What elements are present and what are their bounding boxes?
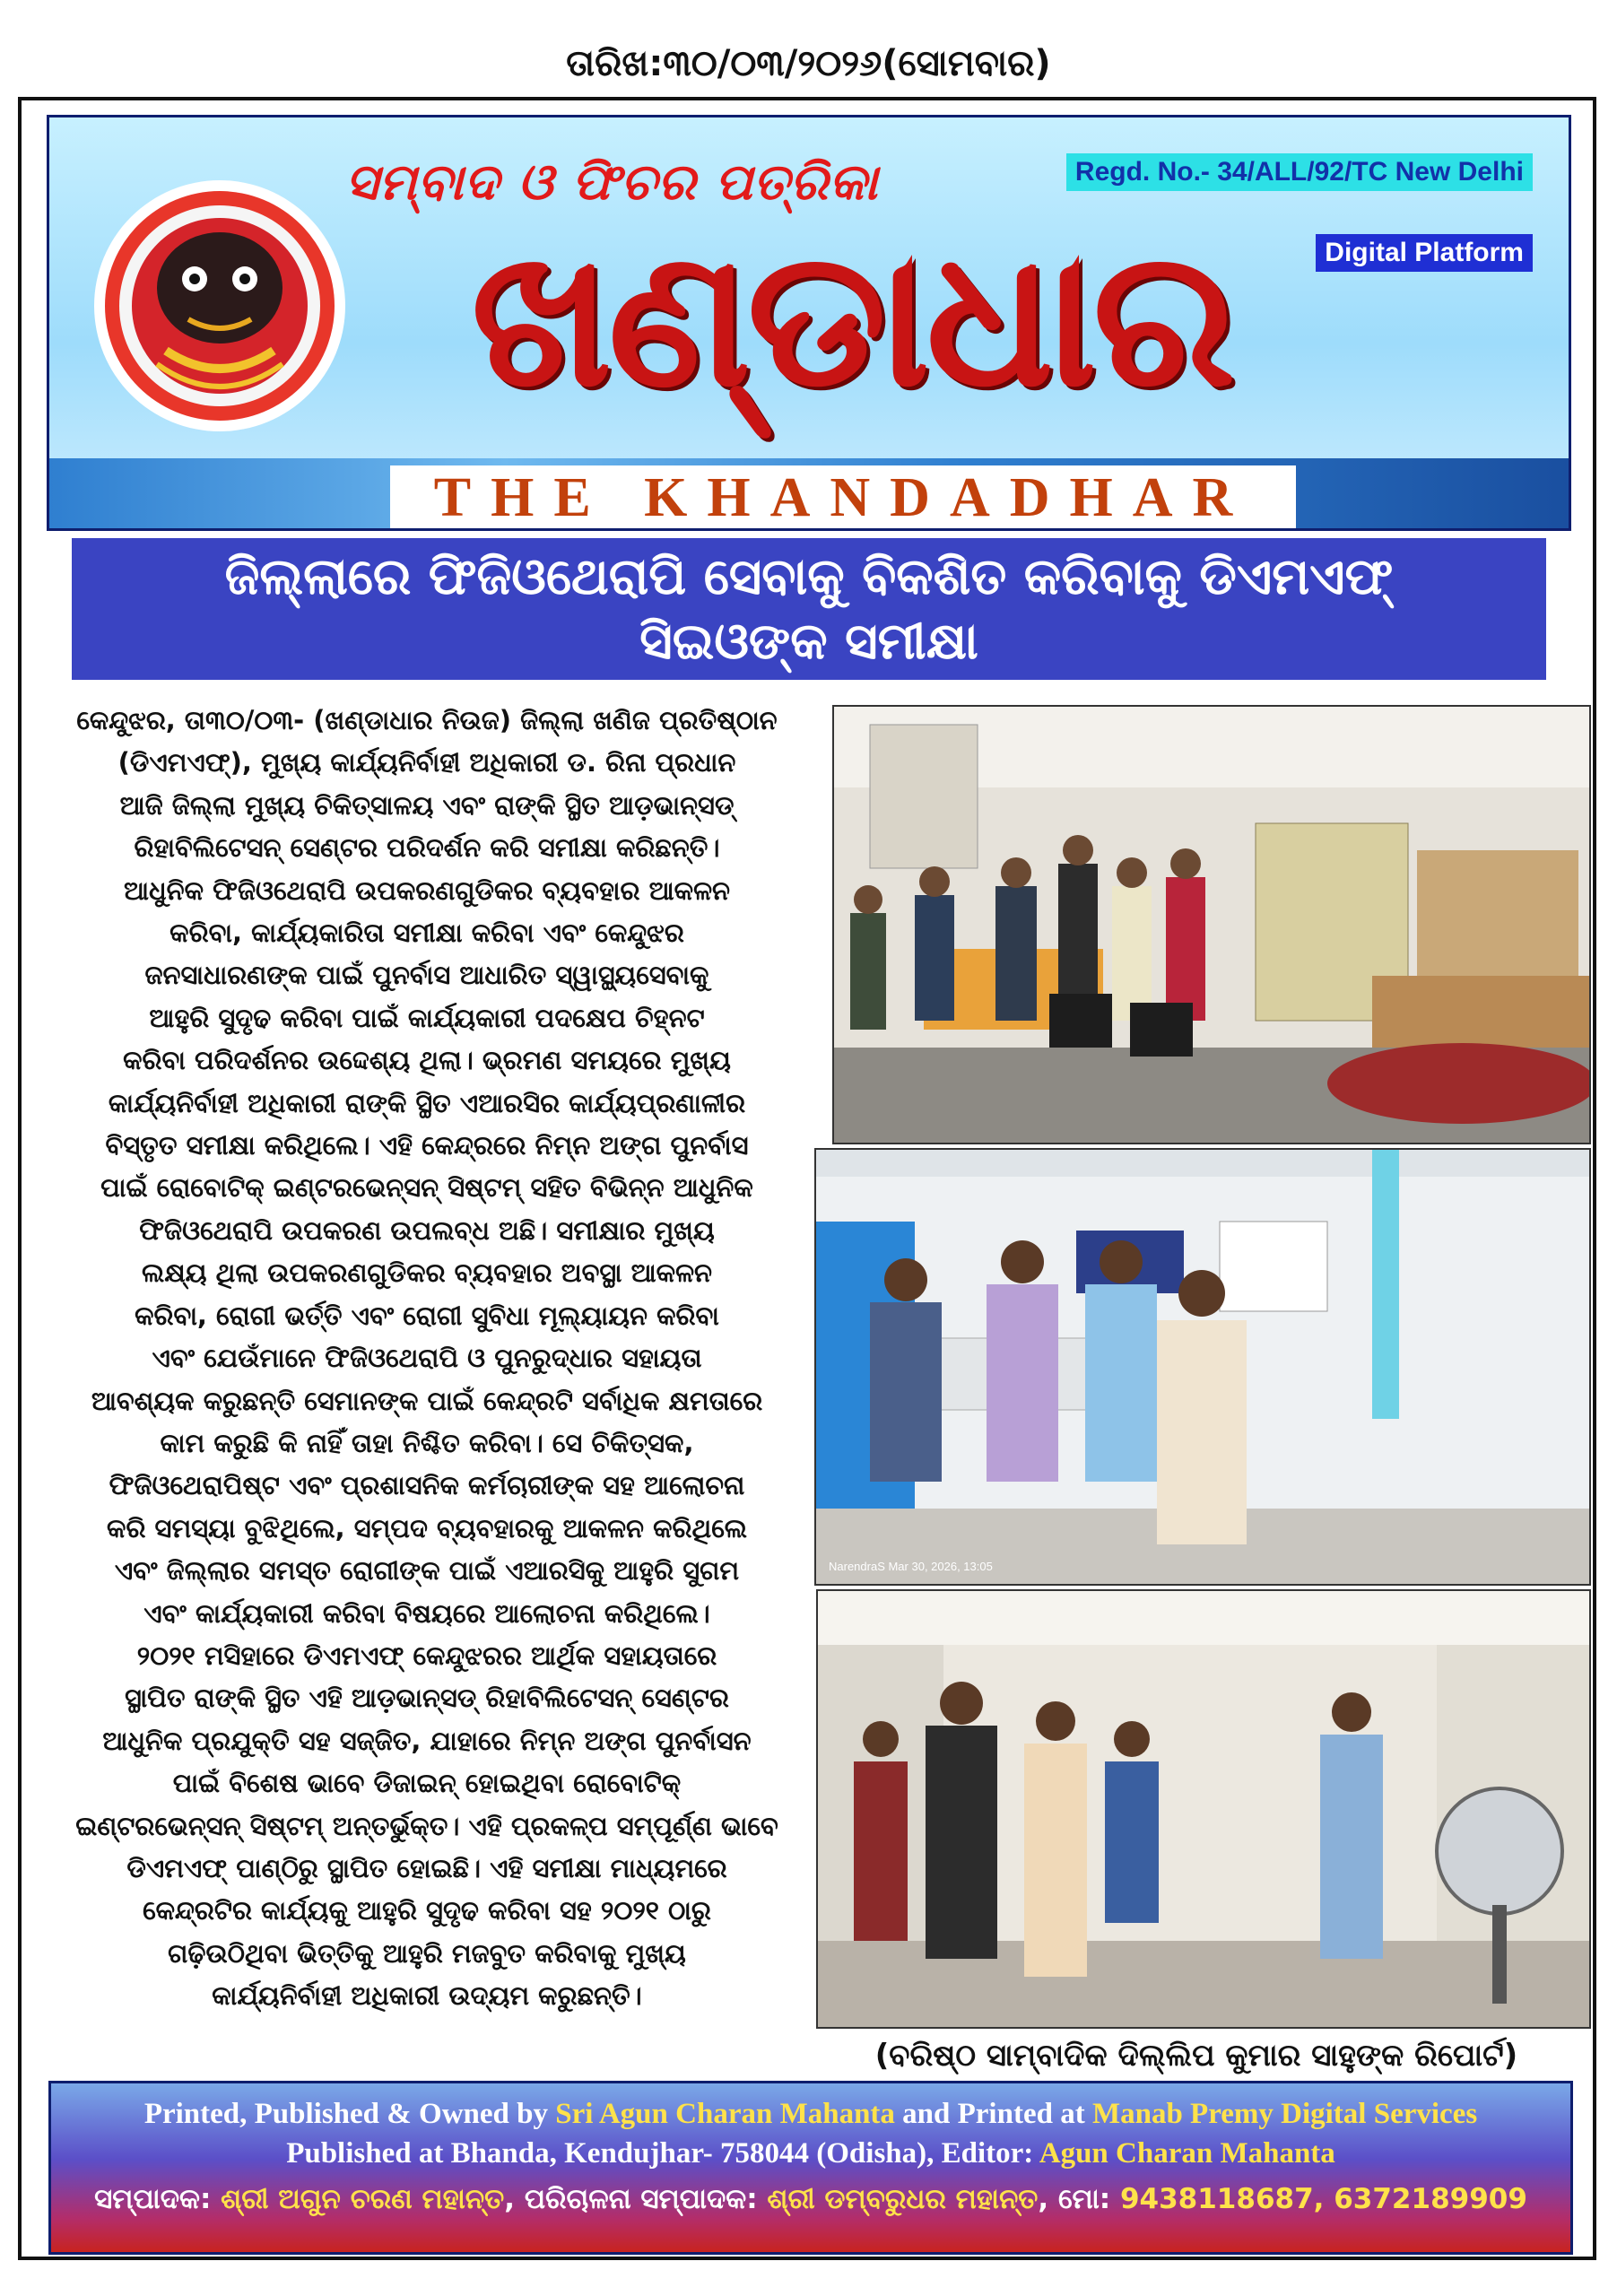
imprint-text: and Printed at	[894, 2098, 1092, 2130]
article-line: ଆଧୁନିକ ଫିଜିଓଥେରାପି ଉପକରଣଗୁଡିକର ବ୍ୟବହାର ଆକଳନ	[123, 874, 731, 906]
imprint-line-3	[51, 2173, 1570, 2225]
article-line: ଜନସାଧାରଣଙ୍କ ପାଇଁ ପୁନର୍ବାସ ଆଧାରିତ ସ୍ୱାସ୍ଥ୍ୟସେବାକୁ	[144, 960, 709, 991]
article-line: କରିବା, ରୋଗୀ ଭର୍ତ୍ତି ଏବଂ ରୋଗୀ ସୁବିଧା ମୂଲ୍ୟାୟନ କରିବା	[135, 1300, 719, 1331]
article-line: କରିବା, କାର୍ଯ୍ୟକାରିତା ସମୀକ୍ଷା କରିବା ଏବଂ କେନ୍ଦୁଝର	[170, 918, 684, 949]
article-line: କରିବା ପରିଦର୍ଶନର ଉଦ୍ଦେଶ୍ୟ ଥିଲା। ଭ୍ରମଣ ସମୟରେ ମୁଖ୍ୟ	[123, 1045, 731, 1076]
article-line: ୨୦୨୧ ମସିହାରେ ଡିଏମଏଫ୍ କେନ୍ଦୁଝରର ଆର୍ଥିକ ସହାୟତାରେ	[136, 1639, 717, 1671]
imprint-text: Published at Bhanda, Kendujhar- 758044 (Odisha), Editor:	[286, 2137, 1039, 2170]
article-line: ଏବଂ କାର୍ଯ୍ୟକାରୀ କରିବା ବିଷୟରେ ଆଲୋଚନା କରିଥିଲେ।	[143, 1597, 710, 1629]
imprint-text: ସମ୍ପାଦକ:	[94, 2183, 222, 2215]
masthead-brand-english: THE KHANDADHAR	[390, 465, 1296, 530]
newspaper-page	[18, 97, 1596, 2260]
photo-workshop-visit	[832, 705, 1591, 1144]
headline-line-1: ଜିଲ୍ଲାରେ ଫିଜିଓଥେରାପି ସେବାକୁ ବିକଶିତ କରିବାକୁ ଡିଏମଏଫ୍	[224, 548, 1394, 606]
headline-line-2: ସିଇଓଙ୍କ ସମୀକ୍ଷା	[639, 613, 978, 671]
article-line: କେନ୍ଦୁଝର, ତା୩୦/୦୩- (ଖଣ୍ଡାଧାର ନିଉଜ) ଜିଲ୍ଲା ଖଣିଜ ପ୍ରତିଷ୍ଠାନ	[76, 705, 778, 735]
editor-name: Agun Charan Mahanta	[1039, 2137, 1335, 2170]
article-line: କରି ସମସ୍ୟା ବୁଝିଥିଲେ, ସମ୍ପଦ ବ୍ୟବହାରକୁ ଆକଳନ କରିଥିଲେ	[107, 1512, 747, 1544]
article-line: କାମ କରୁଛି କି ନାହିଁ ତାହା ନିଶ୍ଚିତ କରିବା। ସେ ଚିକିତ୍ସକ,	[160, 1427, 694, 1458]
imprint-text: , ପରିଚାଳନା ସମ୍ପାଦକ:	[504, 2183, 768, 2215]
printer-name: Manab Premy Digital Services	[1091, 2098, 1478, 2130]
article-line: ଏବଂ ଯେଉଁମାନେ ଫିଜିଓଥେରାପି ଓ ପୁନରୁଦ୍ଧାର ସହାୟତା	[152, 1343, 702, 1374]
registration-badge: Regd. No.- 34/ALL/92/TC New Delhi	[1066, 153, 1533, 191]
imprint-line-2	[51, 2134, 1570, 2173]
article-line: (ଡିଏମଏଫ୍), ମୁଖ୍ୟ କାର୍ଯ୍ୟନିର୍ବାହୀ ଅଧିକାରୀ ଡ. ରିନା ପ୍ରଧାନ	[117, 747, 736, 778]
article-line: ଫିଜିଓଥେରାପିଷ୍ଟ ଏବଂ ପ୍ରଶାସନିକ କର୍ମଚାରୀଙ୍କ ସହ ଆଲୋଚନା	[109, 1470, 745, 1501]
article-line: ରିହାବିଲିଟେସନ୍ ସେଣ୍ଟର ପରିଦର୍ଶନ କରି ସମୀକ୍ଷା କରିଛନ୍ତି।	[134, 832, 720, 864]
article-line: ଆଜି ଜିଲ୍ଲା ମୁଖ୍ୟ ଚିକିତ୍ସାଳୟ ଏବଂ ରାଙ୍କି ସ୍ଥିତ ଆଡ଼ଭାନ୍ସଡ୍	[119, 789, 735, 821]
article-line: ପାଇଁ ରୋବୋଟିକ୍ ଇଣ୍ଟରଭେନ୍ସନ୍ ସିଷ୍ଟମ୍ ସହିତ ବିଭିନ୍ନ ଆଧୁନିକ	[100, 1172, 753, 1204]
phone-numbers: 9438118687, 6372189909	[1119, 2183, 1527, 2215]
article-line: ଇଣ୍ଟରଭେନ୍ସନ୍ ସିଷ୍ଟମ୍ ଅନ୍ତର୍ଭୁକ୍ତ। ଏହି ପ୍ରକଳ୍ପ ସମ୍ପୂର୍ଣ୍ଣ ଭାବେ	[75, 1810, 778, 1841]
article-line: ଆବଶ୍ୟକ କରୁଛନ୍ତି ସେମାନଙ୍କ ପାଇଁ କେନ୍ଦ୍ରଟି ସର୍ବାଧିକ କ୍ଷମତାରେ	[91, 1385, 763, 1416]
article-line: ଆଧୁନିକ ପ୍ରଯୁକ୍ତି ସହ ସଜ୍ଜିତ, ଯାହାରେ ନିମ୍ନ ଅଙ୍ଗ ପୁନର୍ବାସନ	[102, 1725, 752, 1756]
headline	[72, 538, 1546, 680]
article-line: ଲକ୍ଷ୍ୟ ଥିଲା ଉପକରଣଗୁଡିକର ବ୍ୟବହାର ଅବସ୍ଥା ଆକଳନ	[141, 1257, 713, 1289]
imprint-line-1	[51, 2083, 1570, 2134]
article-line: କେନ୍ଦ୍ରଟିର କାର୍ଯ୍ୟକୁ ଆହୁରି ସୁଦୃଢ କରିବା ସହ ୨୦୨୧ ଠାରୁ	[143, 1895, 711, 1926]
editor-name-odia: ଶ୍ରୀ ଅଗୁନ ଚରଣ ମହାନ୍ତ	[221, 2183, 505, 2215]
article-line: ଗଢ଼ିଉଠିଥିବା ଭିତ୍ତିକୁ ଆହୁରି ମଜବୁତ କରିବାକୁ ମୁଖ୍ୟ	[168, 1937, 686, 1969]
article-line: ସ୍ଥାପିତ ରାଙ୍କି ସ୍ଥିତ ଏହି ଆଡ଼ଭାନ୍ସଡ୍ ରିହାବିଲିଟେସନ୍ ସେଣ୍ଟର	[125, 1683, 729, 1714]
masthead	[47, 115, 1571, 531]
article-line: କାର୍ଯ୍ୟନିର୍ବାହୀ ଅଧିକାରୀ ଉଦ୍ୟମ କରୁଛନ୍ତି।	[212, 1980, 642, 2012]
masthead-brand-odia: ଖଣ୍ଡାଧାର	[471, 209, 1232, 429]
photo-clinic-room	[814, 1148, 1591, 1586]
imprint-text: , ମୋ:	[1038, 2183, 1120, 2215]
article-line: କାର୍ଯ୍ୟନିର୍ବାହୀ ଅଧିକାରୀ ରାଙ୍କି ସ୍ଥିତ ଏଆରସିର କାର୍ଯ୍ୟପ୍ରଣାଳୀର	[108, 1087, 746, 1118]
imprint-footer	[48, 2081, 1573, 2255]
article-line: ଏବଂ ଜିଲ୍ଲାର ସମସ୍ତ ରୋଗୀଙ୍କ ପାଇଁ ଏଆରସିକୁ ଆହୁରି ସୁଗମ	[114, 1555, 740, 1587]
date-line: ତାରିଖ:୩୦/୦୩/୨୦୨୬(ସୋମବାର)	[566, 43, 1051, 84]
digital-platform-badge: Digital Platform	[1316, 234, 1533, 272]
reporter-credit: (ବରିଷ୍ଠ ସାମ୍ବାଦିକ ଦିଲ୍ଲିପ କୁମାର ସାହୁଙ୍କ ରିପୋର୍ଟ)	[874, 2038, 1518, 2074]
article-body	[32, 700, 822, 2018]
article-line: ବିସ୍ତୃତ ସମୀକ୍ଷା କରିଥିଲେ। ଏହି କେନ୍ଦ୍ରରେ ନିମ୍ନ ଅଙ୍ଗ ପୁନର୍ବାସ	[105, 1130, 749, 1161]
deity-garland-image	[76, 171, 363, 440]
article-line: ପାଇଁ ବିଶେଷ ଭାବେ ଡିଜାଇନ୍ ହୋଇଥିବା ରୋବୋଟିକ୍	[172, 1768, 682, 1799]
owner-name: Sri Agun Charan Mahanta	[555, 2098, 895, 2130]
managing-editor-name: ଶ୍ରୀ ଡମ୍ବରୁଧର ମହାନ୍ତ	[767, 2183, 1039, 2215]
article-line: ଫିଜିଓଥେରାପି ଉପକରଣ ଉପଲବ୍ଧ ଅଛି। ସମୀକ୍ଷାର ମୁଖ୍ୟ	[139, 1214, 715, 1246]
photo-corridor-discussion	[816, 1589, 1591, 2029]
article-line: ଆହୁରି ସୁଦୃଢ କରିବା ପାଇଁ କାର୍ଯ୍ୟକାରୀ ପଦକ୍ଷେପ ଚିହ୍ନଟ	[149, 1002, 705, 1033]
photo-timestamp: NarendraS Mar 30, 2026, 13:05	[829, 1560, 993, 1573]
article-line: ଡିଏମଏଫ୍ ପାଣ୍ଠିରୁ ସ୍ଥାପିତ ହୋଇଛି। ଏହି ସମୀକ୍ଷା ମାଧ୍ୟମରେ	[126, 1852, 727, 1883]
imprint-text: Printed, Published & Owned by	[143, 2098, 556, 2130]
masthead-tagline: ସମ୍ବାଦ ଓ ଫିଚର ପତ୍ରିକା	[345, 153, 879, 212]
